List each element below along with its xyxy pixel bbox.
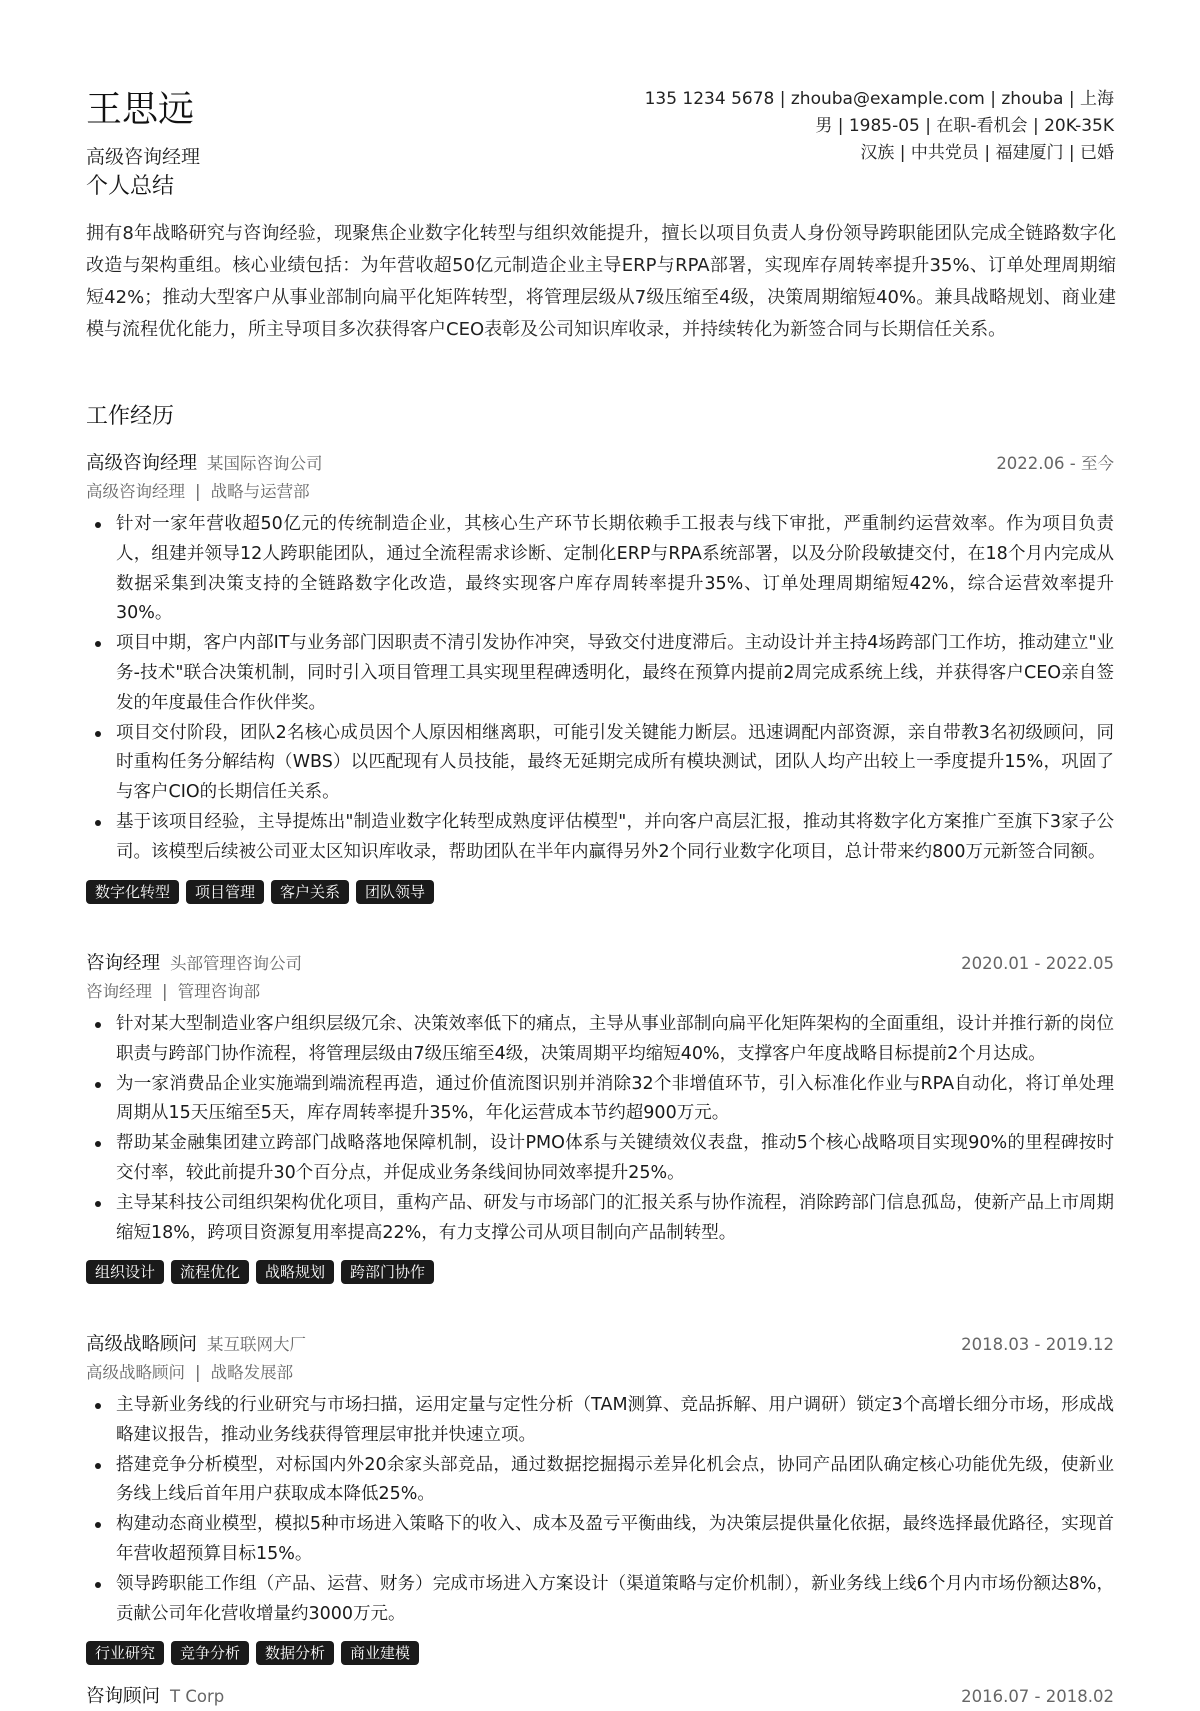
summary-text: 拥有8年战略研究与咨询经验，现聚焦企业数字化转型与组织效能提升，擅长以项目负责人身份领导跨职能团队完成全链路数字化改造与架构重组。核心业绩包括：为年营收超50亿元制造企业主导ERP与RPA部署，实现库存周转率提升35%、订单处理周期缩短42%；推动大型客户从事业部制向扁平化矩阵转型，将管理层级从7级压缩至4级，决策周期缩短40%。兼具战略规划、商业建模与流程优化能力，所主导项目多次获得客户CEO表彰及公司知识库收录，并持续转化为新签合同与长期信任关系。 (86, 223, 1116, 340)
bullet-item: 领导跨职能工作组（产品、运营、财务）完成市场进入方案设计（渠道策略与定价机制），新业务线上线6个月内市场份额达8%，贡献公司年化营收增量约3000万元。 (86, 1570, 1114, 1630)
contact-line: 135 1234 5678 | zhouba@example.com | zhouba | 上海 (644, 89, 1114, 109)
job-company: 某国际咨询公司 (207, 454, 323, 473)
job-position: 高级咨询经理 (86, 482, 185, 501)
job-entry (86, 950, 1114, 1284)
job-date: 2020.01 - 2022.05 (961, 954, 1114, 973)
job-date: 2018.03 - 2019.12 (961, 1335, 1114, 1354)
separator: | (195, 1363, 201, 1382)
bullet-item: 针对某大型制造业客户组织层级冗余、决策效率低下的痛点，主导从事业部制向扁平化矩阵架构的全面重组，设计并推行新的岗位职责与跨部门协作流程，将管理层级由7级压缩至4级，决策周期平均缩短40%，支撑客户年度战略目标提前2个月达成。 (86, 1010, 1114, 1070)
job-subtitle (86, 478, 1114, 508)
job-title: 高级咨询经理 (86, 453, 198, 474)
contact-line: 男 | 1985-05 | 在职-看机会 | 20K-35K (815, 116, 1114, 136)
skill-tag: 数据分析 (256, 1641, 334, 1665)
bullet-item: 主导某科技公司组织架构优化项目，重构产品、研发与市场部门的汇报关系与协作流程，消除跨部门信息孤岛，使新产品上市周期缩短18%，跨项目资源复用率提高22%，有力支撑公司从项目制向产品制转型。 (86, 1189, 1114, 1249)
skill-tag: 项目管理 (186, 880, 264, 904)
job-bullets (86, 1010, 1114, 1248)
bullet-item: 为一家消费品企业实施端到端流程再造，通过价值流图识别并消除32个非增值环节，引入标准化作业与RPA自动化，将订单处理周期从15天压缩至5天，库存周转率提升35%，年化运营成本节约超900万元。 (86, 1070, 1114, 1130)
job-title: 高级战略顾问 (86, 1334, 198, 1355)
job-header (86, 1683, 1114, 1711)
job-subtitle (86, 978, 1114, 1008)
summary-heading: 个人总结 (86, 174, 175, 199)
job-position: 高级战略顾问 (86, 1363, 185, 1382)
skill-tag: 战略规划 (256, 1260, 334, 1284)
bullet-item: 基于该项目经验，主导提炼出"制造业数字化转型成熟度评估模型"，并向客户高层汇报，推动其将数字化方案推广至旗下3家子公司。该模型后续被公司亚太区知识库收录，帮助团队在半年内赢得另外2个同行业数字化项目，总计带来约800万元新签合同额。 (86, 808, 1114, 868)
skill-tags (86, 880, 1114, 904)
candidate-name: 王思远 (86, 89, 195, 130)
separator: | (195, 482, 201, 501)
bullet-item: 帮助某金融集团建立跨部门战略落地保障机制，设计PMO体系与关键绩效仪表盘，推动5个核心战略项目实现90%的里程碑按时交付率，较此前提升30个百分点，并促成业务条线间协同效率提升25%。 (86, 1129, 1114, 1189)
job-date: 2022.06 - 至今 (996, 454, 1114, 473)
job-position: 咨询经理 (86, 982, 152, 1001)
skill-tag: 行业研究 (86, 1641, 164, 1665)
skill-tag: 组织设计 (86, 1260, 164, 1284)
job-department: 战略与运营部 (210, 482, 310, 501)
separator: | (162, 982, 168, 1001)
job-header (86, 450, 1114, 478)
job-title: 咨询顾问 (86, 1686, 161, 1707)
contact-info (645, 86, 1114, 167)
job-company: 头部管理咨询公司 (170, 954, 303, 973)
skill-tag: 流程优化 (171, 1260, 249, 1284)
job-department: 管理咨询部 (177, 982, 261, 1001)
bullet-item: 构建动态商业模型，模拟5种市场进入策略下的收入、成本及盈亏平衡曲线，为决策层提供量化依据，最终选择最优路径，实现首年营收超预算目标15%。 (86, 1510, 1114, 1570)
job-bullets (86, 510, 1114, 868)
job-entry (86, 1683, 1114, 1711)
contact-line: 汉族 | 中共党员 | 福建厦门 | 已婚 (860, 143, 1114, 163)
experience-heading: 工作经历 (86, 404, 175, 429)
job-entry (86, 1331, 1114, 1665)
job-company: 某互联网大厂 (207, 1335, 307, 1354)
job-header (86, 950, 1114, 978)
skill-tag: 竞争分析 (171, 1641, 249, 1665)
skill-tags (86, 1641, 1114, 1665)
bullet-item: 项目中期，客户内部IT与业务部门因职责不清引发协作冲突，导致交付进度滞后。主动设计并主持4场跨部门工作坊，推动建立"业务-技术"联合决策机制，同时引入项目管理工具实现里程碑透明化，最终在预算内提前2周完成系统上线，并获得客户CEO亲自签发的年度最佳合作伙伴奖。 (86, 629, 1114, 718)
skill-tag: 跨部门协作 (341, 1260, 434, 1284)
candidate-role: 高级咨询经理 (86, 146, 201, 168)
skill-tag: 数字化转型 (86, 880, 179, 904)
skill-tags (86, 1260, 1114, 1284)
bullet-item: 项目交付阶段，团队2名核心成员因个人原因相继离职，可能引发关键能力断层。迅速调配内部资源，亲自带教3名初级顾问，同时重构任务分解结构（WBS）以匹配现有人员技能，最终无延期完成所有模块测试，团队人均产出较上一季度提升15%，巩固了与客户CIO的长期信任关系。 (86, 719, 1114, 808)
job-date: 2016.07 - 2018.02 (961, 1687, 1114, 1706)
skill-tag: 客户关系 (271, 880, 349, 904)
job-company: T Corp (170, 1687, 225, 1706)
skill-tag: 商业建模 (341, 1641, 419, 1665)
job-entry (86, 450, 1114, 904)
bullet-item: 针对一家年营收超50亿元的传统制造企业，其核心生产环节长期依赖手工报表与线下审批，严重制约运营效率。作为项目负责人，组建并领导12人跨职能团队，通过全流程需求诊断、定制化ERP与RPA系统部署，以及分阶段敏捷交付，在18个月内完成从数据采集到决策支持的全链路数字化改造，最终实现客户库存周转率提升35%、订单处理周期缩短42%，综合运营效率提升30%。 (86, 510, 1114, 629)
job-department: 战略发展部 (210, 1363, 294, 1382)
bullet-item: 主导新业务线的行业研究与市场扫描，运用定量与定性分析（TAM测算、竞品拆解、用户调研）锁定3个高增长细分市场，形成战略建议报告，推动业务线获得管理层审批并快速立项。 (86, 1391, 1114, 1451)
job-title: 咨询经理 (86, 953, 161, 974)
job-subtitle (86, 1359, 1114, 1389)
job-header (86, 1331, 1114, 1359)
job-bullets (86, 1391, 1114, 1629)
skill-tag: 团队领导 (356, 880, 434, 904)
bullet-item: 搭建竞争分析模型，对标国内外20余家头部竞品，通过数据挖掘揭示差异化机会点，协同产品团队确定核心功能优先级，使新业务线上线后首年用户获取成本降低25%。 (86, 1451, 1114, 1511)
